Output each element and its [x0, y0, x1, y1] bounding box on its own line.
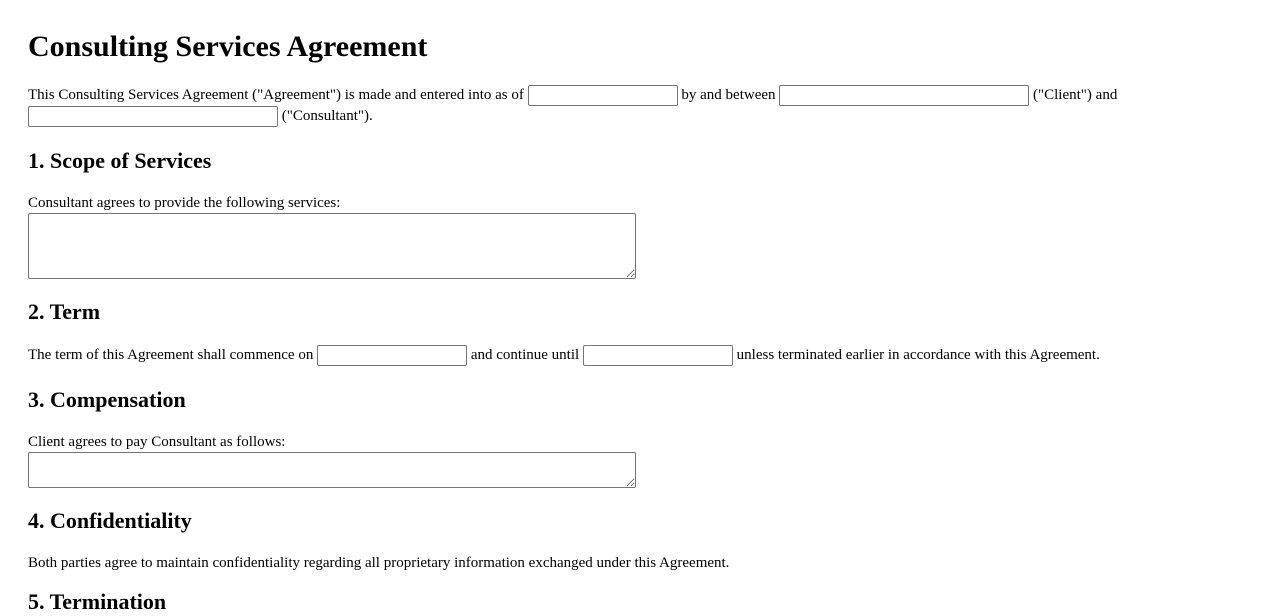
compensation-textarea[interactable]	[28, 452, 636, 488]
intro-text-before-date: This Consulting Services Agreement ("Agreement") is made and entered into as of	[28, 87, 524, 103]
client-name-field[interactable]	[779, 85, 1029, 106]
term-text-start: The term of this Agreement shall commence on	[28, 347, 314, 363]
scope-label: Consultant agrees to provide the following services:	[28, 195, 341, 211]
confidentiality-text: Both parties agree to maintain confidentiality regarding all proprietary information exchanged under this Agreement.	[28, 555, 730, 571]
term-text-middle: and continue until	[470, 347, 580, 363]
consultant-name-field[interactable]	[28, 106, 278, 127]
scope-of-services-textarea[interactable]	[28, 213, 636, 279]
intro-text-between: by and between	[681, 87, 776, 103]
intro-text-consultant: ("Consultant").	[281, 108, 373, 124]
intro-paragraph	[28, 85, 1117, 106]
section-heading-termination: 5. Termination	[28, 589, 167, 614]
section-heading-term: 2. Term	[28, 299, 101, 324]
term-paragraph	[28, 345, 1100, 366]
section-heading-compensation: 3. Compensation	[28, 387, 186, 412]
intro-text-client: ("Client") and	[1033, 87, 1118, 103]
page-title: Consulting Services Agreement	[28, 30, 428, 63]
intro-paragraph-continued	[28, 106, 373, 127]
compensation-label: Client agrees to pay Consultant as follows:	[28, 434, 286, 450]
term-text-end: unless terminated earlier in accordance with this Agreement.	[736, 347, 1100, 363]
agreement-date-field[interactable]	[528, 85, 678, 106]
term-start-date-field[interactable]	[317, 345, 467, 366]
term-end-date-field[interactable]	[583, 345, 733, 366]
section-heading-scope: 1. Scope of Services	[28, 148, 212, 173]
section-heading-confidentiality: 4. Confidentiality	[28, 508, 192, 533]
